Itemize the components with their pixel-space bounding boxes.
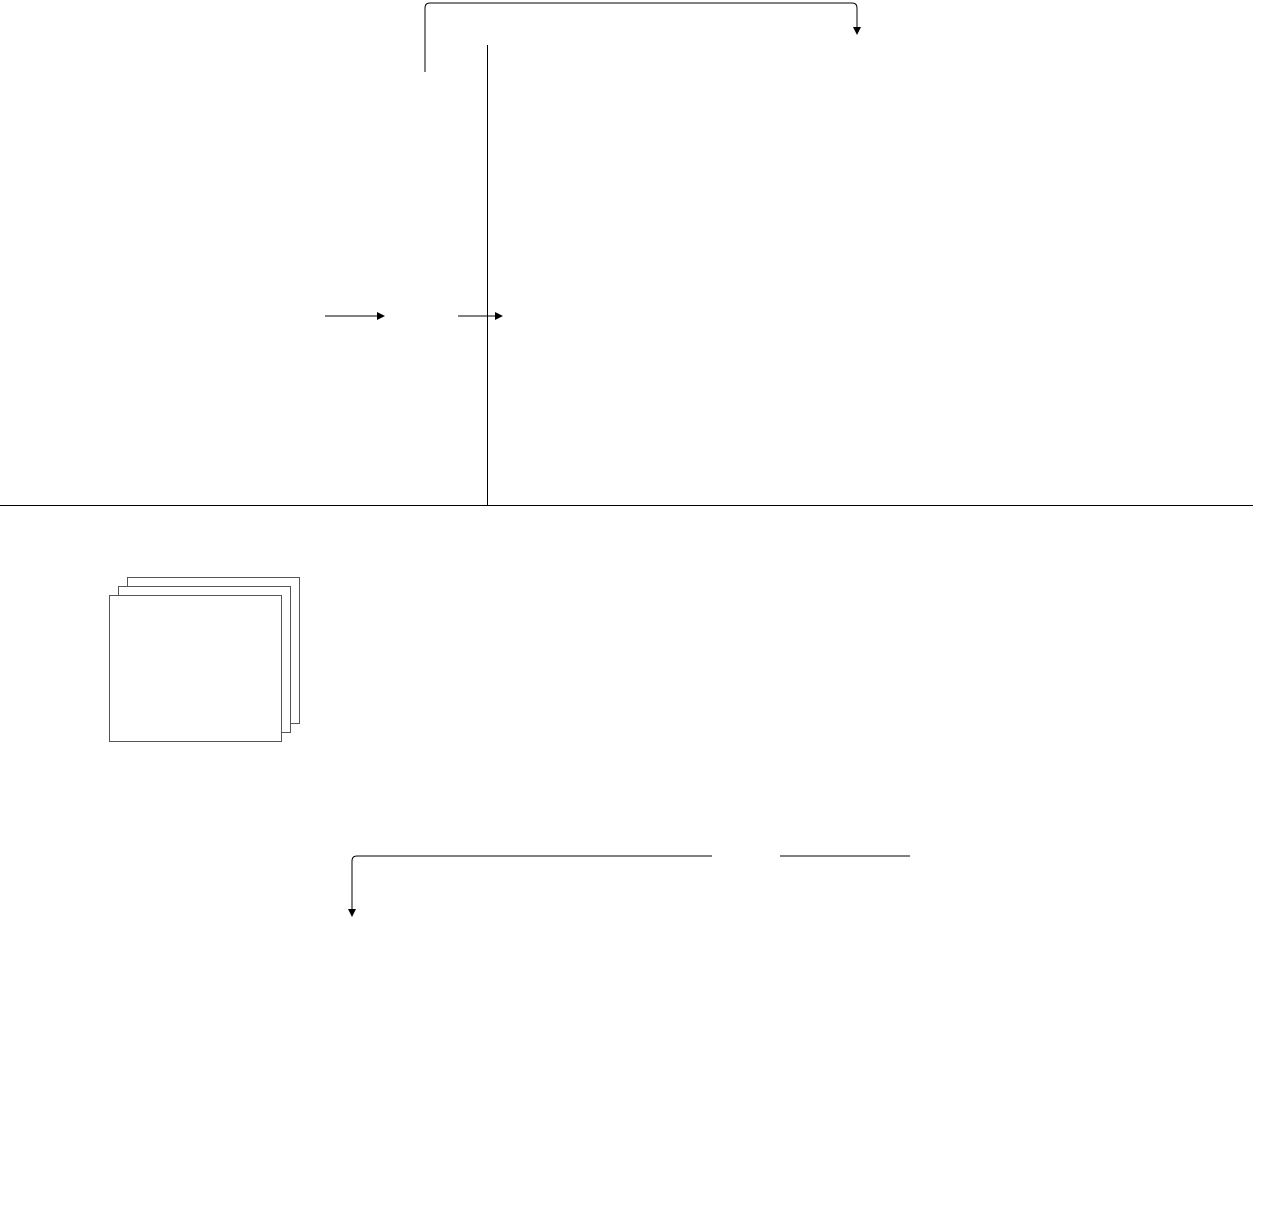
mask-line-left: [352, 856, 712, 916]
kv-cache-arrow: [425, 3, 857, 72]
